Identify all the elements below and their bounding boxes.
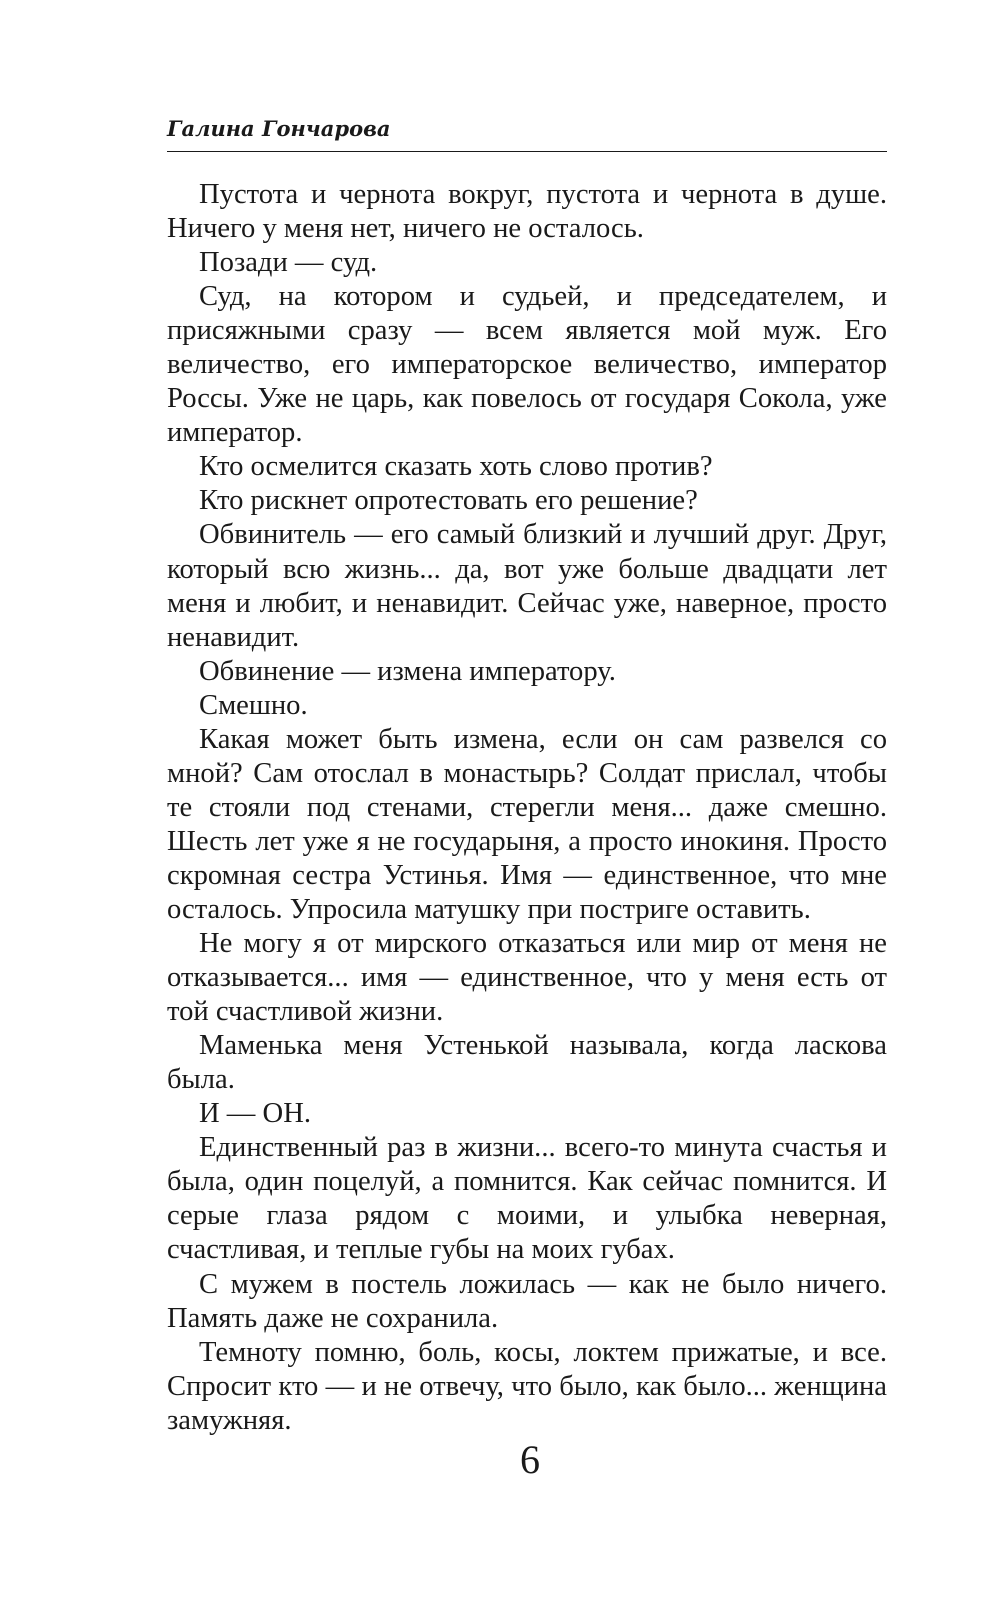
paragraph: И — ОН. [199,1098,311,1130]
body-text [167,178,887,1438]
paragraph: С мужем в постель ложилась — как не было ничего. Память даже не сохранила. [167,1268,887,1334]
paragraph: Позади — суд. [199,247,378,279]
paragraph: Не могу я от мирского отказаться или мир от меня не отказывается... имя — единственное, что у меня есть от той счастливой жизни. [167,928,887,1028]
paragraph: Темноту помню, боль, косы, локтем прижатые, и все. Спросит кто — и не отвечу, что было, как было... женщина замужняя. [167,1336,887,1436]
paragraph: Пустота и чернота вокруг, пустота и чернота в душе. Ничего у меня нет, ничего не осталось. [167,179,887,245]
paragraph: Какая может быть измена, если он сам развелся со мной? Сам отослал в монастырь? Солдат прислал, чтобы те стояли под стенами, стерегли меня... даже смешно. Шесть лет уже я не государыня, а просто инокиня. Просто скромная сестра Устинья. Имя — единственное, что мне осталось. Упросила матушку при постриге оставить. [167,723,887,925]
paragraph: Кто осмелится сказать хоть слово против? [199,451,713,483]
paragraph: Суд, на котором и судьей, и председателем, и присяжными сразу — всем является мой муж. Его величество, его императорское величество, император Россы. Уже не царь, как повелось от государя Сокола, уже император. [167,281,887,449]
paragraph: Обвинитель — его самый близкий и лучший друг. Друг, который всю жизнь... да, вот уже больше двадцати лет меня и любит, и ненавидит. Сейчас уже, наверное, просто ненавидит. [167,519,887,653]
paragraph: Кто рискнет опротестовать его решение? [199,485,698,517]
page-number: 6 [520,1437,540,1482]
paragraph: Маменька меня Устенькой называла, когда ласкова была. [167,1030,887,1096]
header-rule [167,151,887,152]
paragraph: Обвинение — измена императору. [199,655,616,687]
running-title: Галина Гончарова [167,116,391,141]
paragraph: Смешно. [199,689,308,721]
paragraph: Единственный раз в жизни... всего-то минута счастья и была, один поцелуй, а помнится. Как сейчас помнится. И серые глаза рядом с моими, и улыбка неверная, счастливая, и теплые губы на моих губах. [167,1132,887,1266]
